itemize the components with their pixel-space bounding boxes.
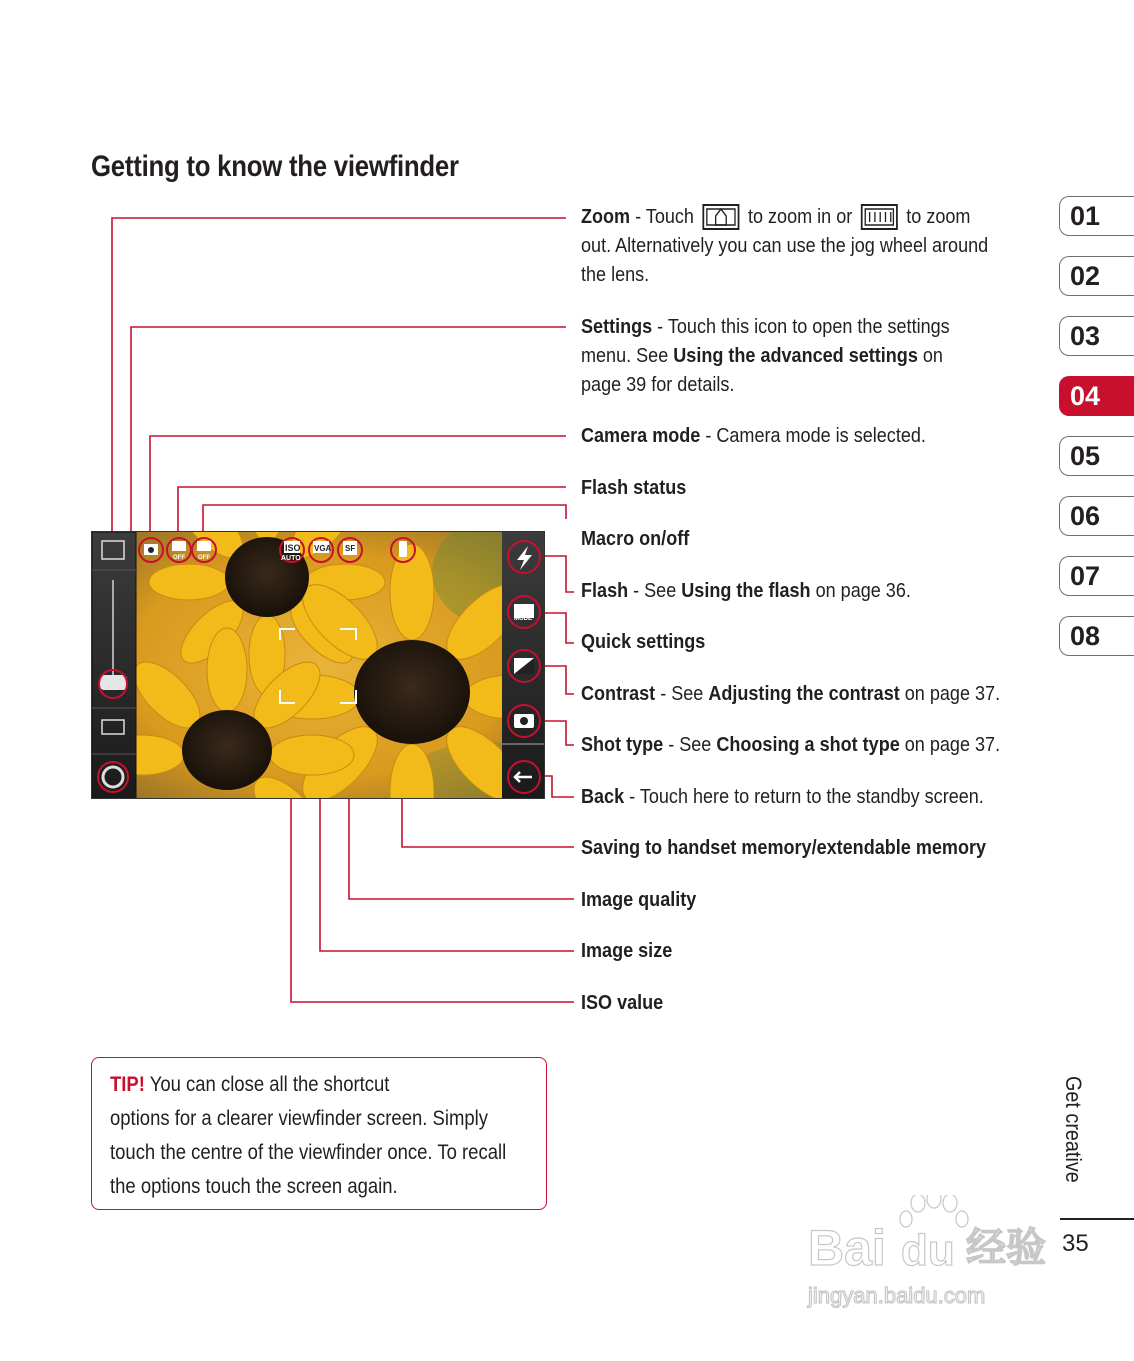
tab-05[interactable]: 05	[1059, 436, 1134, 476]
svg-text:du: du	[901, 1226, 955, 1275]
callout-flash: Flash - See Using the flash on page 36.	[581, 579, 911, 602]
page-number-rule	[1060, 1218, 1134, 1220]
callout-image-size: Image size	[581, 939, 673, 962]
svg-text:OFF: OFF	[173, 555, 185, 561]
tip-box: TIP! You can close all the shortcut options for a clearer viewfinder screen. Simply touch the centre of the viewfinder once. To recall the options touch the screen again.	[91, 1057, 547, 1210]
iso-badge: ISO	[285, 543, 301, 553]
tab-02[interactable]: 02	[1059, 256, 1134, 296]
page-title: Getting to know the viewfinder	[91, 150, 459, 183]
callout-image-quality: Image quality	[581, 888, 697, 911]
page-number: 35	[1062, 1230, 1089, 1257]
tab-04[interactable]: 04	[1059, 376, 1134, 416]
line-flash	[545, 556, 574, 592]
line-quick-settings	[545, 613, 574, 643]
callout-flash-status: Flash status	[581, 476, 687, 499]
line-camera-mode	[150, 436, 566, 541]
svg-text:经验: 经验	[966, 1226, 1046, 1270]
zoom-out-icon	[861, 204, 898, 230]
callout-camera-mode: Camera mode - Camera mode is selected.	[581, 424, 926, 447]
line-contrast	[545, 666, 574, 694]
viewfinder-screenshot	[91, 531, 545, 799]
callout-contrast: Contrast - See Adjusting the contrast on page 37.	[581, 682, 1001, 705]
tab-07[interactable]: 07	[1059, 556, 1134, 596]
callout-quick-settings: Quick settings	[581, 630, 706, 653]
svg-text:OFF: OFF	[198, 555, 210, 561]
tab-01[interactable]: 01	[1059, 196, 1134, 236]
callout-iso: ISO value	[581, 991, 664, 1014]
callout-settings: Settings - Touch this icon to open the settings menu. See Using the advanced settings on page 39 for details.	[581, 315, 950, 396]
callout-macro: Macro on/off	[581, 527, 690, 550]
line-shot-type	[545, 721, 574, 745]
section-label: Get creative	[1061, 1076, 1086, 1183]
tip-heading: TIP!	[110, 1073, 145, 1096]
tab-08[interactable]: 08	[1059, 616, 1134, 656]
callout-shot-type: Shot type - See Choosing a shot type on page 37.	[581, 733, 1001, 756]
line-zoom	[112, 218, 566, 531]
zoom-in-icon	[702, 204, 739, 230]
svg-text:jingyan.baidu.com: jingyan.baidu.com	[808, 1283, 986, 1308]
callout-zoom: Zoom - Touch to zoom in or to zoom out. Alternatively you can use the jog wheel around the lens.	[581, 205, 989, 286]
baidu-watermark	[806, 1195, 1064, 1315]
svg-text:MODE: MODE	[514, 616, 532, 622]
svg-text:Bai: Bai	[808, 1220, 886, 1276]
line-settings	[131, 327, 566, 531]
callout-saving: Saving to handset memory/extendable memory	[581, 836, 987, 859]
tab-06[interactable]: 06	[1059, 496, 1134, 536]
callout-back: Back - Touch here to return to the standby screen.	[581, 785, 984, 808]
quality-badge: SF	[345, 544, 356, 553]
svg-text:AUTO: AUTO	[281, 555, 301, 562]
size-badge: VGA	[314, 544, 332, 553]
line-back	[545, 776, 574, 797]
tab-03[interactable]: 03	[1059, 316, 1134, 356]
